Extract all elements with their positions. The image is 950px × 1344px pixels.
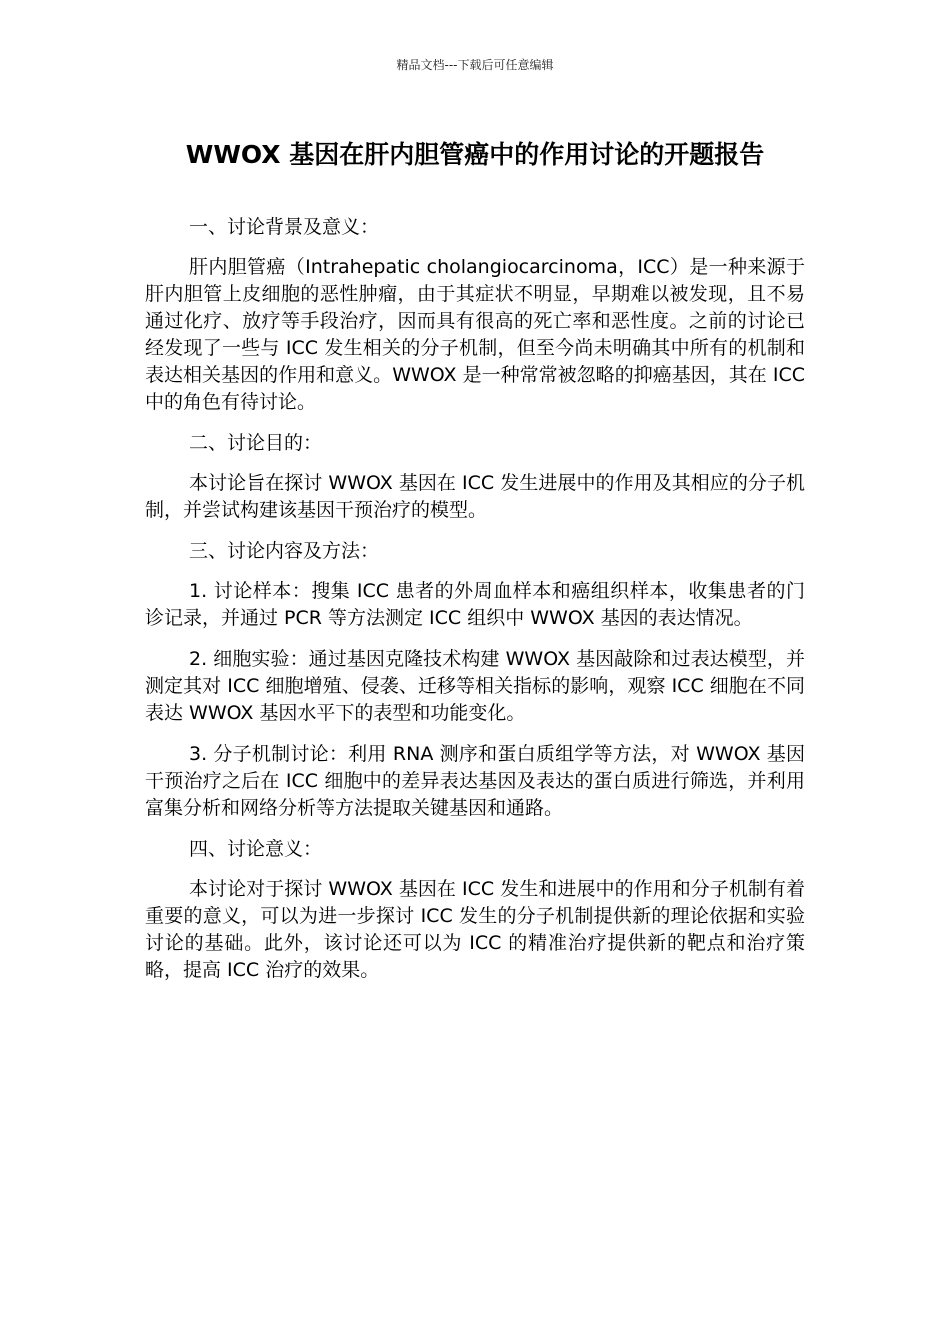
document-body: [145, 214, 805, 998]
page-header-note: 精品文档---下载后可任意编辑: [396, 58, 554, 72]
paragraph-background: 肝内胆管癌（Intrahepatic cholangiocarcinoma，ICC）是一种来源于肝内胆管上皮细胞的恶性肿瘤，由于其症状不明显，早期难以被发现，且不易通过化疗、放疗等手段治疗，因而具有很高的死亡率和恶性度。之前的讨论已经发现了一些与 ICC 发生相关的分子机制，但至今尚未明确其中所有的机制和表达相关基因的作用和意义。WWOX 是一种常常被忽略的抑癌基因，其在 ICC 中的角色有待讨论。: [145, 256, 805, 413]
section-heading-purpose: 二、讨论目的：: [189, 432, 323, 454]
methods-item-molecular-mechanism: 3. 分子机制讨论：利用 RNA 测序和蛋白质组学等方法，对 WWOX 基因干预治疗之后在 ICC 细胞中的差异表达基因及表达的蛋白质进行筛选，并利用富集分析和网络分析等方法提取关键基因和通路。: [145, 743, 805, 819]
section-heading-methods: 三、讨论内容及方法：: [189, 540, 380, 562]
methods-item-cell-experiment: 2. 细胞实验：通过基因克隆技术构建 WWOX 基因敲除和过表达模型，并测定其对 ICC 细胞增殖、侵袭、迁移等相关指标的影响，观察 ICC 细胞在不同表达 WWOX 基因水平下的表型和功能变化。: [145, 648, 805, 724]
methods-item-samples: 1. 讨论样本：搜集 ICC 患者的外周血样本和癌组织样本，收集患者的门诊记录，并通过 PCR 等方法测定 ICC 组织中 WWOX 基因的表达情况。: [145, 580, 805, 629]
document-title: WWOX 基因在肝内胆管癌中的作用讨论的开题报告: [185, 140, 765, 169]
paragraph-purpose: 本讨论旨在探讨 WWOX 基因在 ICC 发生进展中的作用及其相应的分子机制，并尝试构建该基因干预治疗的模型。: [145, 472, 805, 521]
paragraph-significance: 本讨论对于探讨 WWOX 基因在 ICC 发生和进展中的作用和分子机制有着重要的意义，可以为进一步探讨 ICC 发生的分子机制提供新的理论依据和实验讨论的基础。此外，该讨论还可以为 ICC 的精准治疗提供新的靶点和治疗策略，提高 ICC 治疗的效果。: [145, 878, 805, 981]
section-heading-significance: 四、讨论意义：: [189, 838, 323, 860]
section-heading-background: 一、讨论背景及意义：: [189, 216, 380, 238]
